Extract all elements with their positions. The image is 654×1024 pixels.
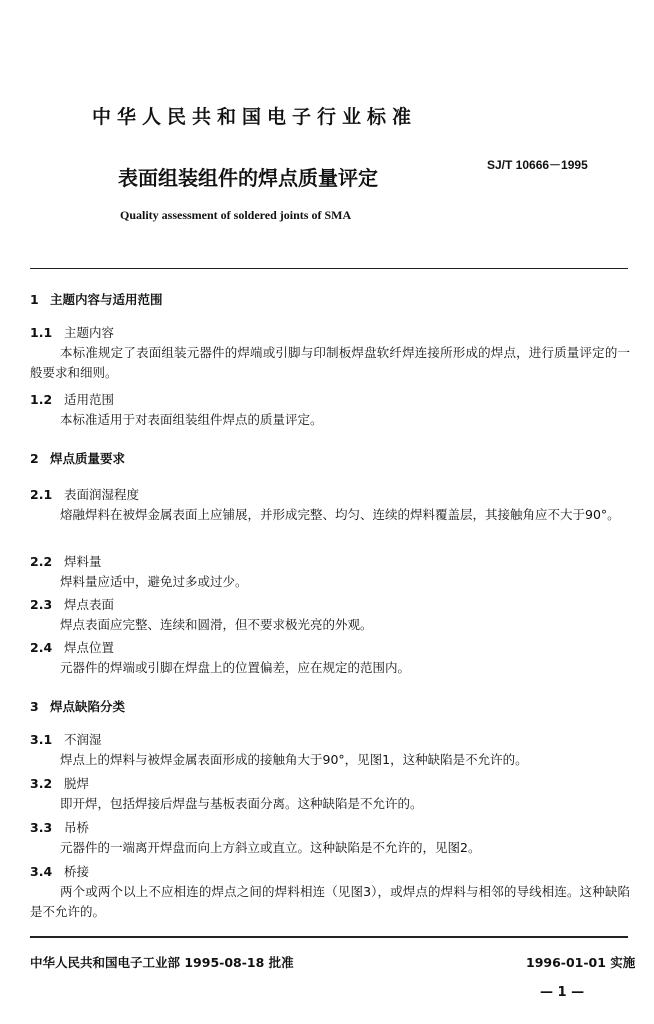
paragraph: 熔融焊料在被焊金属表面上应铺展，并形成完整、均匀、连续的焊料覆盖层，其接触角应不大于90°。 (60, 507, 620, 522)
subsection-title: 桥接 (64, 864, 90, 879)
footer-divider (30, 936, 628, 938)
paragraph: 焊点表面应完整、连续和圆滑，但不要求极光亮的外观。 (60, 617, 373, 632)
section-heading (30, 290, 163, 308)
subsection-number: 1.2 (30, 392, 53, 407)
subsection-title: 主题内容 (64, 325, 115, 340)
standard-category: 中华人民共和国电子行业标准 (92, 106, 418, 128)
section-title: 焊点缺陷分类 (50, 699, 126, 714)
subsection-title: 焊点位置 (64, 640, 115, 655)
subsection-title: 不润湿 (64, 732, 102, 747)
subsection-number: 2.3 (30, 597, 53, 612)
header-divider (30, 268, 628, 269)
subsection-title: 适用范围 (64, 392, 115, 407)
standard-code: SJ/T 10666－1995 (487, 158, 588, 172)
subsection-number: 1.1 (30, 325, 53, 340)
subsection-heading (30, 730, 102, 748)
section-title: 焊点质量要求 (50, 451, 126, 466)
subsection-heading (30, 818, 89, 836)
subsection-title: 吊桥 (64, 820, 90, 835)
subsection-title: 焊料量 (64, 554, 102, 569)
subsection-title: 表面润湿程度 (64, 487, 140, 502)
paragraph: 焊料量应适中，避免过多或过少。 (60, 574, 248, 589)
subsection-heading (30, 774, 89, 792)
document-title: 表面组装组件的焊点质量评定 (118, 166, 378, 190)
subsection-number: 3.1 (30, 732, 53, 747)
subsection-heading (30, 323, 114, 341)
subsection-heading (30, 485, 139, 503)
subsection-number: 3.2 (30, 776, 53, 791)
paragraph: 元器件的焊端或引脚在焊盘上的位置偏差，应在规定的范围内。 (60, 660, 411, 675)
subsection-heading (30, 390, 114, 408)
document-title-english: Quality assessment of soldered joints of SMA (120, 208, 352, 222)
section-heading (30, 449, 125, 467)
subsection-heading (30, 595, 114, 613)
section-number: 3 (30, 699, 39, 714)
subsection-number: 3.3 (30, 820, 53, 835)
subsection-heading (30, 862, 89, 880)
subsection-number: 2.2 (30, 554, 53, 569)
section-title: 主题内容与适用范围 (50, 292, 163, 307)
subsection-heading (30, 552, 102, 570)
paragraph: 焊点上的焊料与被焊金属表面形成的接触角大于90°，见图1，这种缺陷是不允许的。 (60, 752, 528, 767)
section-heading (30, 697, 125, 715)
section-number: 2 (30, 451, 39, 466)
paragraph: 两个或两个以上不应相连的焊点之间的焊料相连（见图3），或焊点的焊料与相邻的导线相连。这种缺陷是不允许的。 (30, 884, 630, 919)
subsection-heading (30, 638, 114, 656)
subsection-number: 3.4 (30, 864, 53, 879)
approval-line: 中华人民共和国电子工业部 1995-08-18 批准 (30, 955, 294, 970)
paragraph: 本标准适用于对表面组装组件焊点的质量评定。 (60, 412, 323, 427)
page-number: — 1 — (540, 985, 585, 1000)
paragraph: 本标准规定了表面组装元器件的焊端或引脚与印制板焊盘软纤焊连接所形成的焊点，进行质量评定的一般要求和细则。 (30, 345, 630, 380)
subsection-number: 2.4 (30, 640, 53, 655)
subsection-title: 焊点表面 (64, 597, 115, 612)
paragraph: 元器件的一端离开焊盘而向上方斜立或直立。这种缺陷是不允许的，见图2。 (60, 840, 481, 855)
section-number: 1 (30, 292, 39, 307)
subsection-title: 脱焊 (64, 776, 90, 791)
effective-date: 1996-01-01 实施 (526, 955, 636, 970)
subsection-number: 2.1 (30, 487, 53, 502)
paragraph: 即开焊，包括焊接后焊盘与基板表面分离。这种缺陷是不允许的。 (60, 796, 423, 811)
